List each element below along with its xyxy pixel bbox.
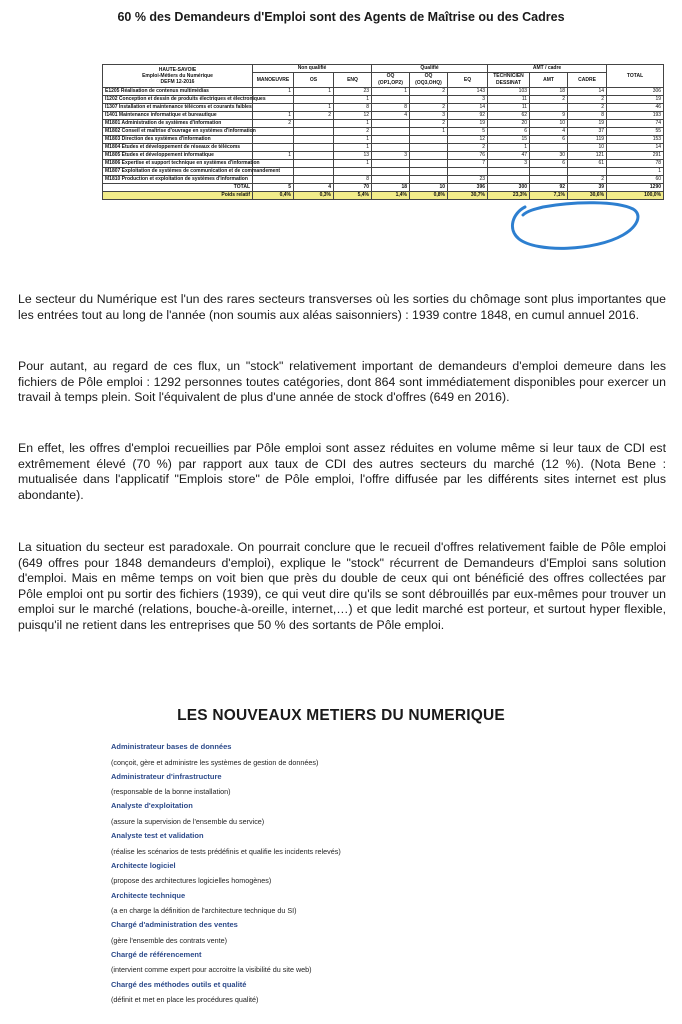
table-cell — [410, 136, 448, 144]
job-title: Analyste d'exploitation — [111, 801, 193, 811]
table-cell: 8 — [568, 112, 607, 120]
table-cell: 300 — [488, 184, 530, 192]
table-cell: 1 — [607, 168, 664, 176]
table-row — [103, 104, 664, 112]
table-cell: 3 — [488, 160, 530, 168]
job-item — [111, 799, 551, 829]
table-cell: 4 — [294, 184, 334, 192]
table-cell: 119 — [568, 136, 607, 144]
table-row — [103, 96, 664, 104]
table-cell: 2 — [410, 88, 448, 96]
table-cell: 2 — [530, 96, 568, 104]
table-cell: 1 — [410, 128, 448, 136]
table-cell — [410, 152, 448, 160]
table-cell: 1 — [253, 112, 294, 120]
table-cell: 19 — [607, 96, 664, 104]
table-cell — [568, 168, 607, 176]
table-cell: 12 — [448, 136, 488, 144]
job-description: (assure la supervision de l'ensemble du service) — [111, 816, 265, 826]
table-cell: 8 — [334, 176, 372, 184]
group-header-non-qualifie: Non qualifié — [253, 65, 372, 73]
table-cell — [530, 144, 568, 152]
table-region-header — [103, 65, 253, 88]
table-cell — [488, 168, 530, 176]
table-cell: 47 — [488, 152, 530, 160]
table-cell: 1 — [294, 104, 334, 112]
table-cell — [530, 104, 568, 112]
table-cell — [410, 168, 448, 176]
table-cell — [410, 160, 448, 168]
table-cell — [372, 136, 410, 144]
table-cell: 7 — [448, 160, 488, 168]
table-cell: 74 — [607, 120, 664, 128]
region-line: Emploi-Métiers du Numérique — [142, 73, 213, 79]
table-cell: 37 — [568, 128, 607, 136]
table-cell: 18 — [530, 88, 568, 96]
table-cell: 9 — [530, 112, 568, 120]
group-header-qualifie: Qualifié — [372, 65, 488, 73]
table-cell: 23 — [448, 176, 488, 184]
table-cell: 92 — [448, 112, 488, 120]
table-cell: 153 — [607, 136, 664, 144]
table-cell: 12 — [334, 112, 372, 120]
table-row — [103, 88, 664, 96]
table-cell: 6 — [488, 128, 530, 136]
table-cell: 306 — [607, 88, 664, 96]
page-title: 60 % des Demandeurs d'Emploi sont des Agents de Maîtrise ou des Cadres — [117, 10, 565, 24]
table-cell: 8 — [334, 104, 372, 112]
column-header: MANOEUVRE — [253, 73, 294, 88]
table-cell: 1 — [334, 160, 372, 168]
table-cell: 100,0% — [607, 192, 664, 200]
table-cell — [294, 96, 334, 104]
job-description: (conçoit, gère et administre les systèmes de gestion de données) — [111, 757, 319, 767]
table-cell: 13 — [334, 152, 372, 160]
row-label: I1307 Installation et maintenance télécoms et courants faibles — [103, 104, 253, 112]
table-cell — [372, 96, 410, 104]
job-description: (responsable de la bonne installation) — [111, 787, 231, 797]
table-cell — [530, 176, 568, 184]
table-cell — [334, 168, 372, 176]
column-header: EQ — [448, 73, 488, 88]
paragraph: Pour autant, au regard de ces flux, un "stock" relativement important de demandeurs d'emploi demeure dans les fichiers de Pôle emploi : 1292 personnes toutes catégories, dont 864 sont immédiatement disponibles pour exercer un travail à temps plein. Soit l'équivalent de plus d'une année de stock d'offres (649 en 2016). — [18, 359, 666, 404]
table-cell: 1 — [334, 144, 372, 152]
table-cell: 2 — [568, 96, 607, 104]
table-cell: 6 — [530, 160, 568, 168]
table-cell — [410, 176, 448, 184]
table-cell: 20 — [488, 120, 530, 128]
table-cell: 0,3% — [294, 192, 334, 200]
column-header: OQ (OP1,OP2) — [372, 73, 410, 88]
job-title: Analyste test et validation — [111, 831, 204, 841]
paragraph: Le secteur du Numérique est l'un des rares secteurs transverses où les sorties du chômage sont plus importantes que les entrées tout au long de l'année (non soumis aux aléas saisonniers) : 1939 contre 1848, en cumul annuel 2016. — [18, 292, 666, 322]
job-description: (propose des architectures logicielles homogènes) — [111, 876, 272, 886]
table-cell: 19 — [448, 120, 488, 128]
table-cell: 14 — [568, 88, 607, 96]
table-cell: 39 — [568, 184, 607, 192]
table-cell — [448, 168, 488, 176]
table-cell: 2 — [294, 112, 334, 120]
job-item — [111, 770, 551, 800]
column-header: ENQ — [334, 73, 372, 88]
table-cell: 121 — [568, 152, 607, 160]
table-cell — [253, 136, 294, 144]
table-cell: 8 — [372, 104, 410, 112]
table-row — [103, 176, 664, 184]
table-cell: 5 — [253, 184, 294, 192]
table-cell — [372, 168, 410, 176]
table-cell: 6 — [530, 136, 568, 144]
table-cell — [294, 176, 334, 184]
job-item — [111, 948, 551, 978]
table-cell — [294, 152, 334, 160]
region-line: HAUTE-SAVOIE — [158, 67, 197, 73]
paragraph: En effet, les offres d'emploi recueillies par Pôle emploi sont assez réduites en volume même si leur taux de CDI est extrêmement élevé (70 %) par rapport aux taux de CDI des autres secteurs du marché (12 %). (Nota Bene : mutualisée dans l'applicatif "Emplois store" de Pôle emploi, l'offre diffusée par les différents sites internet est plus abondante). — [18, 441, 666, 502]
job-description: (gère l'ensemble des contrats vente) — [111, 935, 228, 945]
table-cell: 15 — [488, 136, 530, 144]
table-cell: 30,7% — [448, 192, 488, 200]
table-cell — [294, 160, 334, 168]
row-label: M1806 Expertise et support technique en systèmes d'information — [103, 160, 253, 168]
column-header-total: TOTAL — [607, 65, 664, 88]
table-cell — [253, 176, 294, 184]
jobs-list — [111, 740, 551, 1007]
table-cell: 5,4% — [334, 192, 372, 200]
table-cell: 4 — [530, 128, 568, 136]
section-title: LES NOUVEAUX METIERS DU NUMERIQUE — [177, 707, 505, 724]
job-description: (définit et met en place les procédures qualité) — [111, 995, 259, 1005]
table-cell: 23 — [334, 88, 372, 96]
table-cell: 0,4% — [253, 192, 294, 200]
row-label: M1810 Production et exploitation de systèmes d'information — [103, 176, 253, 184]
table-cell — [372, 160, 410, 168]
table-cell — [372, 176, 410, 184]
row-label: TOTAL — [103, 184, 253, 192]
table-cell: 2 — [568, 104, 607, 112]
table-cell: 193 — [607, 112, 664, 120]
table-cell — [294, 120, 334, 128]
table-cell: 3 — [410, 112, 448, 120]
table-row — [103, 144, 664, 152]
table-cell: 1,4% — [372, 192, 410, 200]
table-cell: 2 — [410, 104, 448, 112]
table-cell — [410, 144, 448, 152]
table-cell: 19 — [568, 120, 607, 128]
region-line: DEFM 12-2016 — [160, 79, 195, 85]
table-cell: 1 — [253, 88, 294, 96]
table-cell: 2 — [410, 120, 448, 128]
table-cell: 14 — [607, 144, 664, 152]
group-header-amt-cadre: AMT / cadre — [488, 65, 607, 73]
table-row — [103, 160, 664, 168]
job-title: Chargé de référencement — [111, 949, 202, 959]
table-cell: 10 — [568, 144, 607, 152]
job-title: Architecte logiciel — [111, 860, 176, 870]
table-cell — [294, 128, 334, 136]
table-cell: 62 — [488, 112, 530, 120]
table-cell: 3 — [448, 96, 488, 104]
job-item — [111, 918, 551, 948]
column-header: CADRE — [568, 73, 607, 88]
table-row — [103, 112, 664, 120]
table-row — [103, 128, 664, 136]
job-description: (intervient comme expert pour accroitre la visibilité du site web) — [111, 965, 312, 975]
table-cell: 0,8% — [410, 192, 448, 200]
table-cell: 2 — [253, 120, 294, 128]
table-cell: 23,3% — [488, 192, 530, 200]
table-cell — [530, 168, 568, 176]
table-cell: 1 — [294, 88, 334, 96]
table-cell: 1 — [488, 144, 530, 152]
table-cell — [253, 144, 294, 152]
table-cell: 2 — [334, 128, 372, 136]
table-cell: 5 — [448, 128, 488, 136]
table-cell: 396 — [448, 184, 488, 192]
table-group-header-row — [103, 65, 664, 73]
table-cell: 30,6% — [568, 192, 607, 200]
paragraph: La situation du secteur est paradoxale. On pourrait conclure que le recueil d'offres relativement faible de Pôle emploi (649 offres pour 1848 demandeurs d'emploi), explique le "stock" récurrent de Demandeurs d'Emploi sans solution d'emploi. Mais en même temps on voit bien que près du double de ceux qui ont bénéficié des offres collectées par Pôle emploi ont pu sortir des fichiers (1939), ce qui veut dire qu'ils se sont débrouillés par eux-mêmes pour trouver un emploi sur le marché (relations, bouche-à-oreille, internet,…) et que ledit marché est porteur, et surtout hyper flexible, puisqu'il ne retient dans les entreprises que 50 % des sortants de Pôle emploi. — [18, 540, 666, 632]
table-cell: 1 — [372, 88, 410, 96]
row-label: M1807 Exploitation de systèmes de communication et de commandement — [103, 168, 253, 176]
table-poids-row — [103, 192, 664, 200]
table-cell: 4 — [372, 112, 410, 120]
job-item — [111, 889, 551, 919]
row-label: M1804 Études et développement de réseaux de télécoms — [103, 144, 253, 152]
table-cell: 10 — [410, 184, 448, 192]
table-cell: 60 — [607, 176, 664, 184]
table-cell: 61 — [568, 160, 607, 168]
table-cell: 1 — [334, 136, 372, 144]
table-cell — [294, 144, 334, 152]
table-cell: 46 — [607, 104, 664, 112]
job-title: Administrateur bases de données — [111, 742, 232, 751]
job-item — [111, 978, 551, 1008]
job-item — [111, 829, 551, 859]
row-label: E1205 Réalisation de contenus multimédias — [103, 88, 253, 96]
highlight-circle-annotation — [505, 195, 645, 255]
table-row — [103, 120, 664, 128]
table-cell: 291 — [607, 152, 664, 160]
table-cell: 2 — [568, 176, 607, 184]
column-header: OQ (OQ3,OHQ) — [410, 73, 448, 88]
table-cell: 1 — [253, 152, 294, 160]
table-cell — [372, 144, 410, 152]
table-cell: 55 — [607, 128, 664, 136]
table-cell: 1290 — [607, 184, 664, 192]
table-cell: 1 — [334, 96, 372, 104]
table-cell: 3 — [372, 152, 410, 160]
table-cell: 18 — [372, 184, 410, 192]
row-label: I1401 Maintenance informatique et bureautique — [103, 112, 253, 120]
statistics-table-wrapper — [102, 64, 663, 200]
table-cell: 30 — [530, 152, 568, 160]
table-cell — [372, 128, 410, 136]
job-item — [111, 859, 551, 889]
job-title: Architecte technique — [111, 890, 186, 900]
table-cell — [294, 168, 334, 176]
table-cell — [372, 120, 410, 128]
table-body — [103, 88, 664, 200]
table-row — [103, 136, 664, 144]
table-cell: 7,1% — [530, 192, 568, 200]
table-cell: 103 — [488, 88, 530, 96]
table-row — [103, 152, 664, 160]
table-cell — [253, 104, 294, 112]
row-label: M1802 Conseil et maîtrise d'ouvrage en systèmes d'information — [103, 128, 253, 136]
table-cell: 14 — [448, 104, 488, 112]
column-header: TECHNICIEN DESSINAT — [488, 73, 530, 88]
table-cell: 2 — [448, 144, 488, 152]
table-cell: 1 — [334, 120, 372, 128]
table-cell: 78 — [607, 160, 664, 168]
row-label: M1803 Direction des systèmes d'information — [103, 136, 253, 144]
statistics-table — [102, 64, 664, 200]
job-title: Administrateur d'infrastructure — [111, 771, 222, 781]
table-cell: 143 — [448, 88, 488, 96]
row-label: Poids relatif — [103, 192, 253, 200]
row-label: M1805 Études et développement informatique — [103, 152, 253, 160]
table-total-row — [103, 184, 664, 192]
table-cell — [294, 136, 334, 144]
table-cell: 92 — [530, 184, 568, 192]
job-title: Chargé des méthodes outils et qualité — [111, 979, 247, 989]
column-header: OS — [294, 73, 334, 88]
column-header: AMT — [530, 73, 568, 88]
job-description: (a en charge la définition de l'architecture technique du SI) — [111, 906, 297, 916]
table-cell: 11 — [488, 104, 530, 112]
table-cell: 70 — [334, 184, 372, 192]
job-description: (réalise les scénarios de tests prédéfinis et qualifie les incidents relevés) — [111, 846, 341, 856]
table-cell — [253, 128, 294, 136]
table-cell: 10 — [530, 120, 568, 128]
table-cell: 11 — [488, 96, 530, 104]
row-label: M1801 Administration de systèmes d'information — [103, 120, 253, 128]
table-cell — [488, 176, 530, 184]
job-title: Chargé d'administration des ventes — [111, 920, 238, 930]
row-label: I1202 Conception et dessin de produits électriques et électroniques — [103, 96, 253, 104]
table-cell: 76 — [448, 152, 488, 160]
job-item — [111, 740, 551, 770]
table-cell — [410, 96, 448, 104]
table-row — [103, 168, 664, 176]
